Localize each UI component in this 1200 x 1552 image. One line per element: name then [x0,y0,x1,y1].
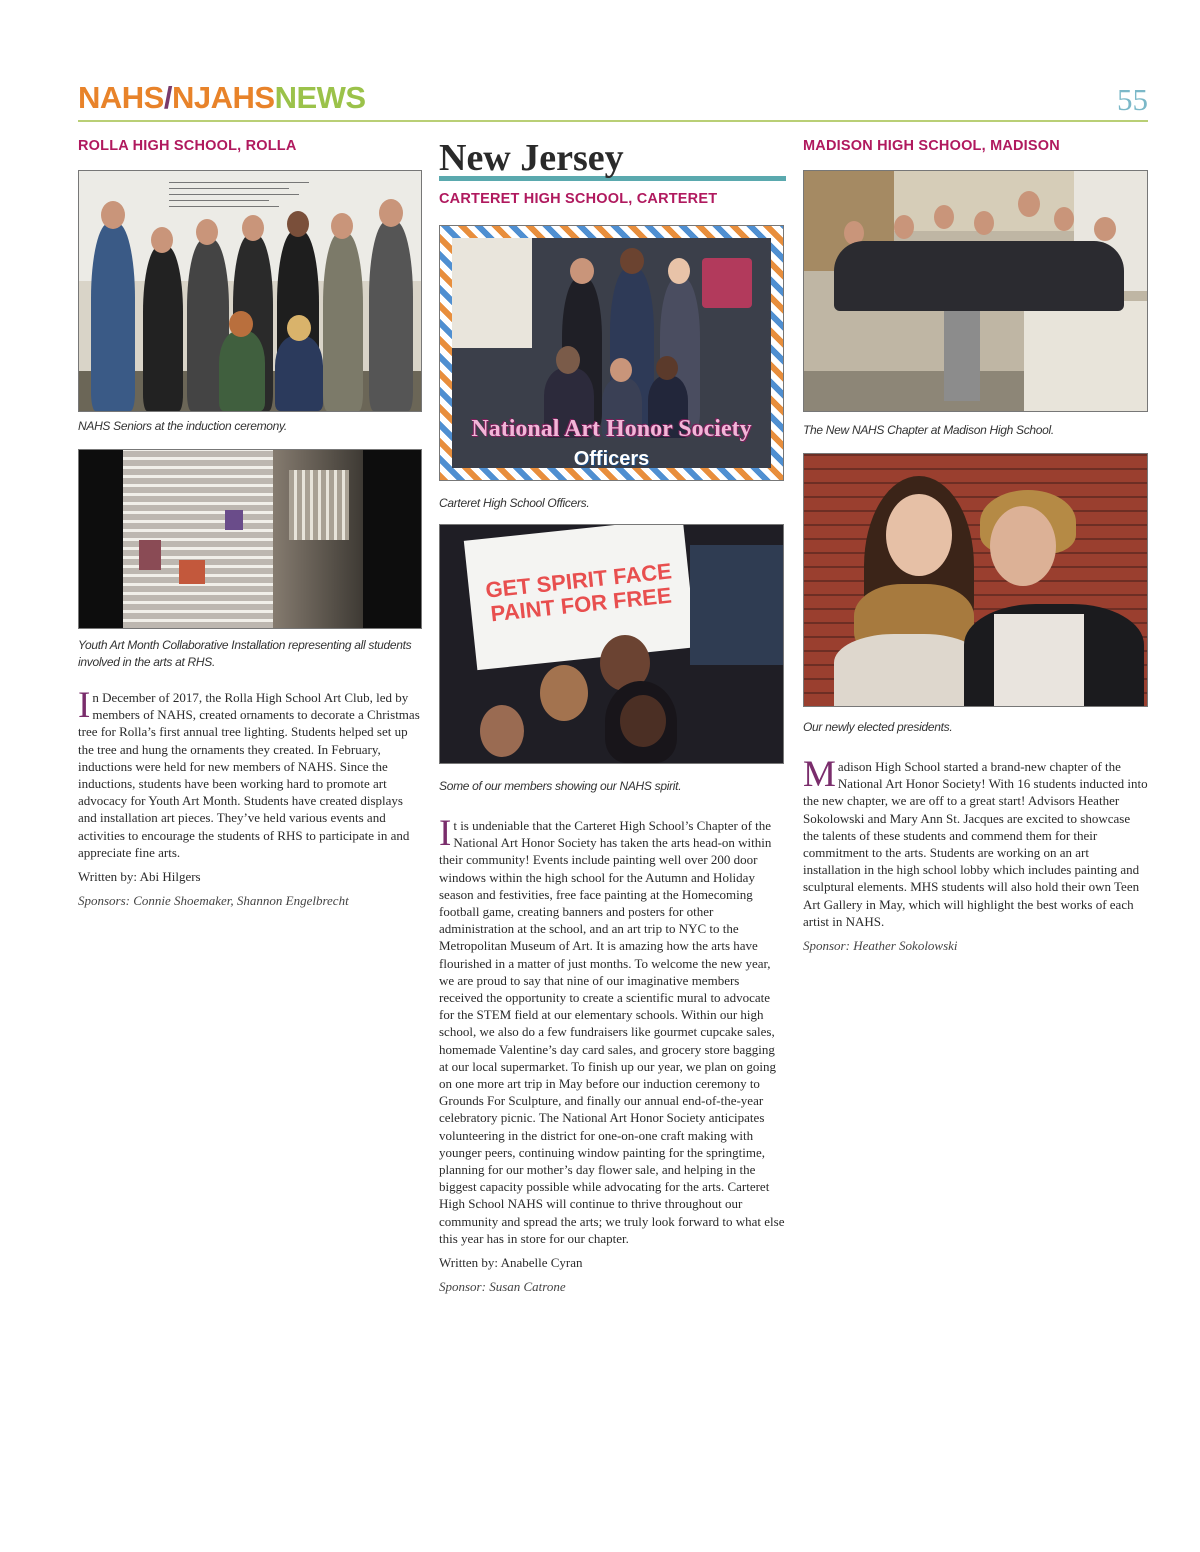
tables [1024,301,1147,411]
photo-installation [78,449,422,629]
photo-caption: Some of our members showing our NAHS spirit. [439,779,682,793]
students-group [834,241,1124,311]
artwork-tile [179,560,205,584]
photo-caption: Our newly elected presidents. [803,720,953,734]
art-print [702,258,752,308]
article-body: Madison High School started a brand-new chapter of the National Art Honor Society! With 16 students inducted into the new chapter, we are off to a great start! Advisors Heather Sokolowski and Mary Ann St. Jacques are excited to showcase the talents of these students and commend them for their commitment to the arts. Students are working on an art installation in the high school lobby which includes painting and sculptural elements. MHS students will also hold their own Teen Art Gallery in May, which will highlight the best works of each artist in NAHS. [803,754,1148,929]
photo-madison-chapter [803,170,1148,412]
banner-subtitle: Officers [573,448,650,470]
sign-text: GET SPIRIT FACE PAINT FOR FREE [484,558,673,627]
masthead-rule [78,120,1148,122]
page-number: 55 [1117,82,1148,117]
article-madison [803,138,1148,954]
article-body: In December of 2017, the Rolla High School Art Club, led by members of NAHS, created ornaments to decorate a Christmas tree for Rolla’s first annual tree lighting. Students helped set up the tree and hung the ornaments they created. In February, inductions were held for new members of NAHS. Since the inductions, students have been working hard to promote art advocacy for Youth Art Month. Students have created displays and installation art pieces. They’ve held various events and activities to encourage the students of RHS to participate in and appreciate fine arts. [78,685,420,860]
photo-seniors-induction [78,170,422,412]
artwork-tile [225,510,243,530]
sponsor-line: Sponsor: Heather Sokolowski [803,938,958,954]
background-wall [690,545,783,665]
display-wall [289,470,349,540]
photo-caption: NAHS Seniors at the induction ceremony. [78,419,287,433]
shirt [834,634,984,706]
photo-presidents [803,453,1148,707]
photo-caption: Youth Art Month Collaborative Installation representing all students involved in the arts at RHS. [78,638,412,669]
article-carteret [439,138,786,1295]
drop-cap: M [803,754,836,795]
article-body: It is undeniable that the Carteret High School’s Chapter of the National Art Honor Society has taken the arts head-on within their community! Events include painting well over 200 door windows within the high school for the Autumn and Holiday season and festivities, free face painting at the Homecoming football game, creating banners and posters for other administration at the school, and an art trip to NYC to the Metropolitan Museum of Art. It is amazing how the arts have flourished in a matter of just months. To welcome the new year, we are proud to say that nine of our imaginative members received the opportunity to create a scientific mural to advocate for the STEM field at our elementary schools. Within our high school, we also do a few fundraisers like gourmet cupcake sales, homemade Valentine’s day card sales, and grocery store bagging at our local supermarket. To finish up our year, we plan on going on one more art trip in May before our induction ceremony to Grounds For Sculpture, and finally our annual end-of-the-year celebratory picnic. The National Art Honor Society anticipates volunteering in the district for one-on-one craft making with younger peers, continuing window painting for the springtime, planning for our mother’s day flower sale, and helping in the biggest capacity possible while advocating for the arts. Carteret High School NAHS will continue to thrive throughout our community and spread the arts; we truly look forward to what else this year has in store for our chapter. [439,813,785,1246]
drop-cap: I [78,685,91,726]
school-heading: CARTERET HIGH SCHOOL, CARTERET [439,191,718,207]
drop-cap: I [439,813,452,854]
school-heading: ROLLA HIGH SCHOOL, ROLLA [78,138,297,154]
student-standing [944,311,980,401]
sponsor-line: Sponsor: Susan Catrone [439,1279,566,1295]
photo-wall [123,450,273,628]
photo-spirit [439,524,784,764]
byline: Written by: Anabelle Cyran [439,1255,583,1271]
photo-caption: The New NAHS Chapter at Madison High School. [803,423,1054,437]
photo-caption: Carteret High School Officers. [439,496,590,510]
sponsors-line: Sponsors: Connie Shoemaker, Shannon Engelbrecht [78,893,349,909]
byline: Written by: Abi Hilgers [78,869,201,885]
artwork-tile [139,540,161,570]
article-rolla [78,138,422,909]
white-tee [994,614,1084,706]
masthead [78,80,1148,120]
school-heading: MADISON HIGH SCHOOL, MADISON [803,138,1060,154]
banner-title: National Art Honor Society [471,416,752,442]
state-heading: New Jersey [439,137,624,179]
poster-board [452,238,532,348]
publication-title: NAHS/NJAHSNEWS [78,80,366,115]
photo-officers [439,225,784,481]
floor [804,371,1024,411]
poster-sign [464,524,696,670]
